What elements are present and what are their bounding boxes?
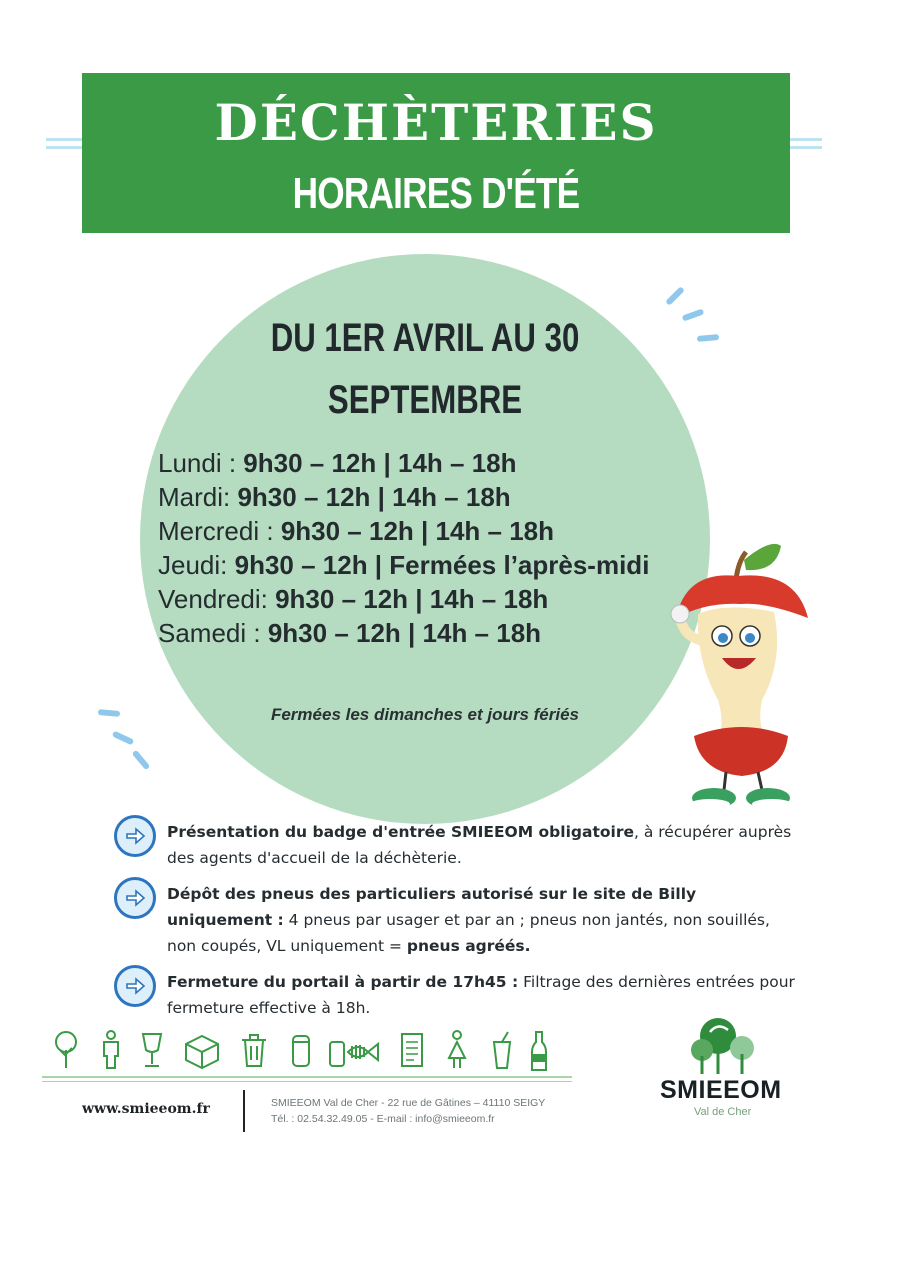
- person-icon: [100, 1030, 122, 1070]
- period-line-2: SEPTEMBRE: [327, 378, 523, 422]
- hours-value: 9h30 – 12h | Fermées l’après-midi: [234, 550, 650, 580]
- closed-note: Fermées les dimanches et jours fériés: [270, 705, 580, 724]
- sparkle-mark: [682, 308, 705, 321]
- hours-value: 9h30 – 12h | 14h – 18h: [243, 448, 517, 478]
- day-label: Lundi :: [158, 448, 244, 478]
- fish-bone-icon: [334, 1030, 380, 1070]
- note-text: Présentation du badge d'entrée SMIEEOM obligatoire, à récupérer auprès des agents d'accueil de la déchèterie.: [167, 823, 792, 867]
- vertical-separator: [243, 1090, 245, 1132]
- sparkle-mark: [112, 731, 134, 746]
- address-line: SMIEEOM Val de Cher - 22 rue de Gâtines – 41110 SEIGY: [271, 1097, 546, 1109]
- contact-line[interactable]: Tél. : 02.54.32.49.05 - E-mail : info@smieeom.fr: [271, 1113, 495, 1125]
- arrow-right-icon: [114, 877, 156, 919]
- footer-divider: [42, 1081, 572, 1082]
- box-icon: [184, 1030, 220, 1070]
- note-text: Dépôt des pneus des particuliers autorisé sur le site de Billy uniquement : 4 pneus par usager et par an ; pneus non jantés, non souillés, non coupés, VL uniquement = pneus agréés.: [167, 885, 770, 955]
- decor-line-left: [46, 138, 82, 141]
- sparkle-mark: [665, 286, 685, 306]
- day-label: Mercredi :: [158, 516, 281, 546]
- hours-value: 9h30 – 12h | 14h – 18h: [267, 618, 542, 648]
- woman-icon: [446, 1030, 468, 1070]
- schedule-row-vendredi: [158, 582, 718, 616]
- footer-divider: [42, 1076, 572, 1078]
- schedule-list: [158, 446, 718, 650]
- decor-line-right: [790, 138, 822, 141]
- smieeom-logo-icon: [688, 1014, 768, 1076]
- page-subtitle: HORAIRES D'ÉTÉ: [292, 169, 580, 218]
- arrow-right-icon: [114, 815, 156, 857]
- arrow-right-icon: [114, 965, 156, 1007]
- schedule-row-jeudi: [158, 548, 718, 582]
- day-label: Jeudi:: [158, 550, 235, 580]
- tree-icon: [52, 1030, 80, 1070]
- logo-subtitle: Val de Cher: [694, 1106, 752, 1118]
- hours-value: 9h30 – 12h | 14h – 18h: [237, 482, 511, 512]
- day-label: Mardi:: [158, 482, 238, 512]
- period-line-1: DU 1ER AVRIL AU 30: [270, 316, 580, 360]
- schedule-row-mardi: [158, 480, 718, 514]
- hours-value: 9h30 – 12h | 14h – 18h: [280, 516, 555, 546]
- trash-bin-icon: [240, 1030, 268, 1070]
- logo-name: SMIEEOM: [660, 1076, 782, 1104]
- sparkle-mark: [132, 750, 151, 771]
- decor-line-left-2: [46, 146, 82, 149]
- website-link[interactable]: www.smieeom.fr: [82, 1101, 210, 1117]
- cup-icon: [490, 1030, 514, 1070]
- schedule-row-mercredi: [158, 514, 718, 548]
- glass-icon: [140, 1030, 164, 1070]
- address-block: [271, 1095, 545, 1127]
- paper-icon: [400, 1030, 424, 1070]
- sparkle-mark: [697, 334, 719, 342]
- can-icon: [290, 1030, 312, 1070]
- schedule-row-samedi: [158, 616, 718, 650]
- apple-mascot-icon: [666, 540, 816, 815]
- decor-line-right-2: [790, 146, 822, 149]
- page-title: DÉCHÈTERIES: [214, 93, 658, 152]
- bottle-icon: [530, 1030, 548, 1072]
- schedule-row-lundi: [158, 446, 718, 480]
- header-banner: [82, 73, 790, 233]
- day-label: Vendredi:: [158, 584, 276, 614]
- hours-value: 9h30 – 12h | 14h – 18h: [275, 584, 549, 614]
- note-text: Fermeture du portail à partir de 17h45 : Filtrage des dernières entrées pour fermeture effective à 18h.: [167, 973, 795, 1017]
- day-label: Samedi :: [158, 618, 268, 648]
- sparkle-mark: [98, 709, 120, 717]
